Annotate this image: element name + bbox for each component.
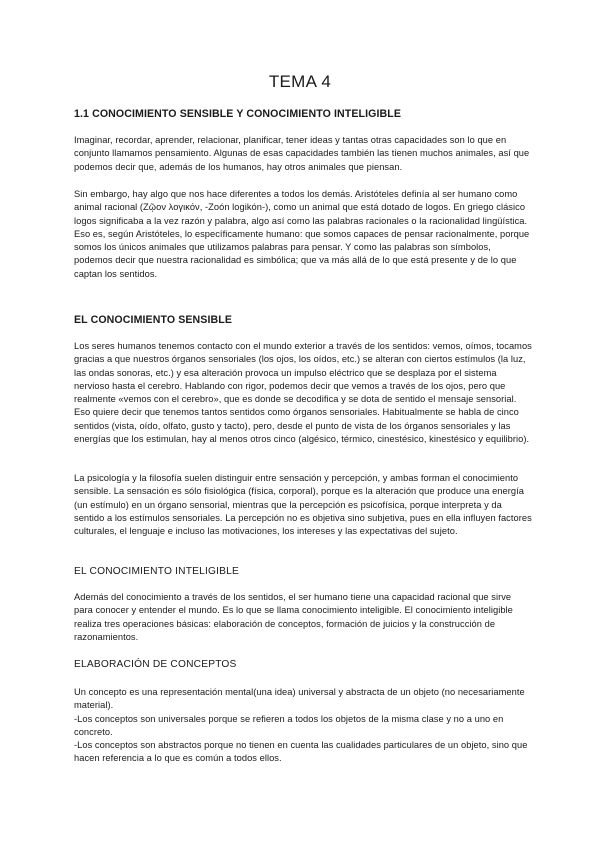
paragraph-text: -Los conceptos son abstractos porque no tienen en cuenta las cualidades particulares de un objeto, sino que hacen referencia a lo que es común a todos ellos. (74, 740, 528, 764)
section-heading-3: EL CONOCIMIENTO INTELIGIBLE (74, 566, 240, 577)
paragraph-text: Un concepto es una representación mental(una idea) universal y abstracta de un objeto (no necesariamente material). (74, 687, 525, 711)
paragraph-text: La psicología y la filosofía suelen distinguir entre sensación y percepción, y ambas forman el conocimiento sensible. La sensación es sólo fisiológica (física, corporal), porque es la alteración que produce una energía (un estímulo) en un órgano sensorial, mientras que la percepción es psicofísica, porque interpreta y da sentido a los estímulos sensoriales. La percepción no es objetiva sino subjetiva, pues en ella influyen factores culturales, el lenguaje e incluso las motivaciones, los intereses y las expectativas del sujeto. (74, 473, 532, 537)
paragraph (74, 472, 532, 538)
paragraph (74, 591, 532, 644)
section-heading-2: EL CONOCIMIENTO SENSIBLE (74, 314, 232, 326)
section-heading-1: 1.1 CONOCIMIENTO SENSIBLE Y CONOCIMIENTO INTELIGIBLE (74, 108, 401, 120)
paragraph (74, 134, 532, 174)
paragraph (74, 686, 532, 766)
paragraph-text: -Los conceptos son universales porque se refieren a todos los objetos de la misma clase y no a uno en concreto. (74, 713, 504, 737)
page-title: TEMA 4 (268, 72, 332, 91)
paragraph-text: Imaginar, recordar, aprender, relacionar, planificar, tener ideas y tantas otras capacidades son lo que en conjunto llamamos pensamiento. Algunas de esas capacidades también las tienen muchos animales, así que podemos decir que, además de los humanos, hay otros animales que piensan. (74, 135, 530, 172)
paragraph (74, 188, 532, 281)
paragraph-text: Además del conocimiento a través de los sentidos, el ser humano tiene una capacidad racional que sirve para conocer y entender el mundo. Es lo que se llama conocimiento inteligible. El conocimiento inteligible realiza tres operaciones básicas: elaboración de conceptos, formación de juicios y la construcción de razonamientos. (74, 592, 513, 642)
paragraph (74, 340, 532, 446)
paragraph-text: Sin embargo, hay algo que nos hace diferentes a todos los demás. Aristóteles definía al ser humano como animal racional (Ζῷον λογικόν, -Zoón logikón-), como un animal que está dotado de logos. En griego clásico logos significaba a la vez razón y palabra, algo así como las palabras racionales o la racionalidad lingüística. Eso es, según Aristóteles, lo específicamente humano: que somos capaces de pensar racionalmente, porque somos los únicos animales que utilizamos palabras para pensar. Y como las palabras son símbolos, podemos decir que nuestra racionalidad es simbólica; que va más allá de lo que está presente y de lo que captan los sentidos. (74, 189, 530, 279)
section-heading-4: ELABORACIÓN DE CONCEPTOS (74, 659, 237, 670)
paragraph-text: Los seres humanos tenemos contacto con el mundo exterior a través de los sentidos: vemos, oímos, tocamos gracias a que nuestros órganos sensoriales (los ojos, los oídos, etc.) se alteran con ciertos estímulos (la luz, las ondas sonoras, etc.) y esa alteración provoca un impulso eléctrico que se desplaza por el sistema nervioso hasta el cerebro. Hablando con rigor, podemos decir que vemos a través de los ojos, pero que realmente «vemos con el cerebro», que es donde se decodifica y se dota de sentido el mensaje sensorial. Eso quiere decir que tenemos tantos sentidos como órganos sensoriales. Habitualmente se habla de cinco sentidos (vista, oído, olfato, gusto y tacto), pero, desde el punto de vista de los órganos sensoriales y las energías que los estimulan, hay al menos otros cinco (algésico, térmico, cinestésico, kinestésico y equilibrio). (74, 341, 532, 445)
